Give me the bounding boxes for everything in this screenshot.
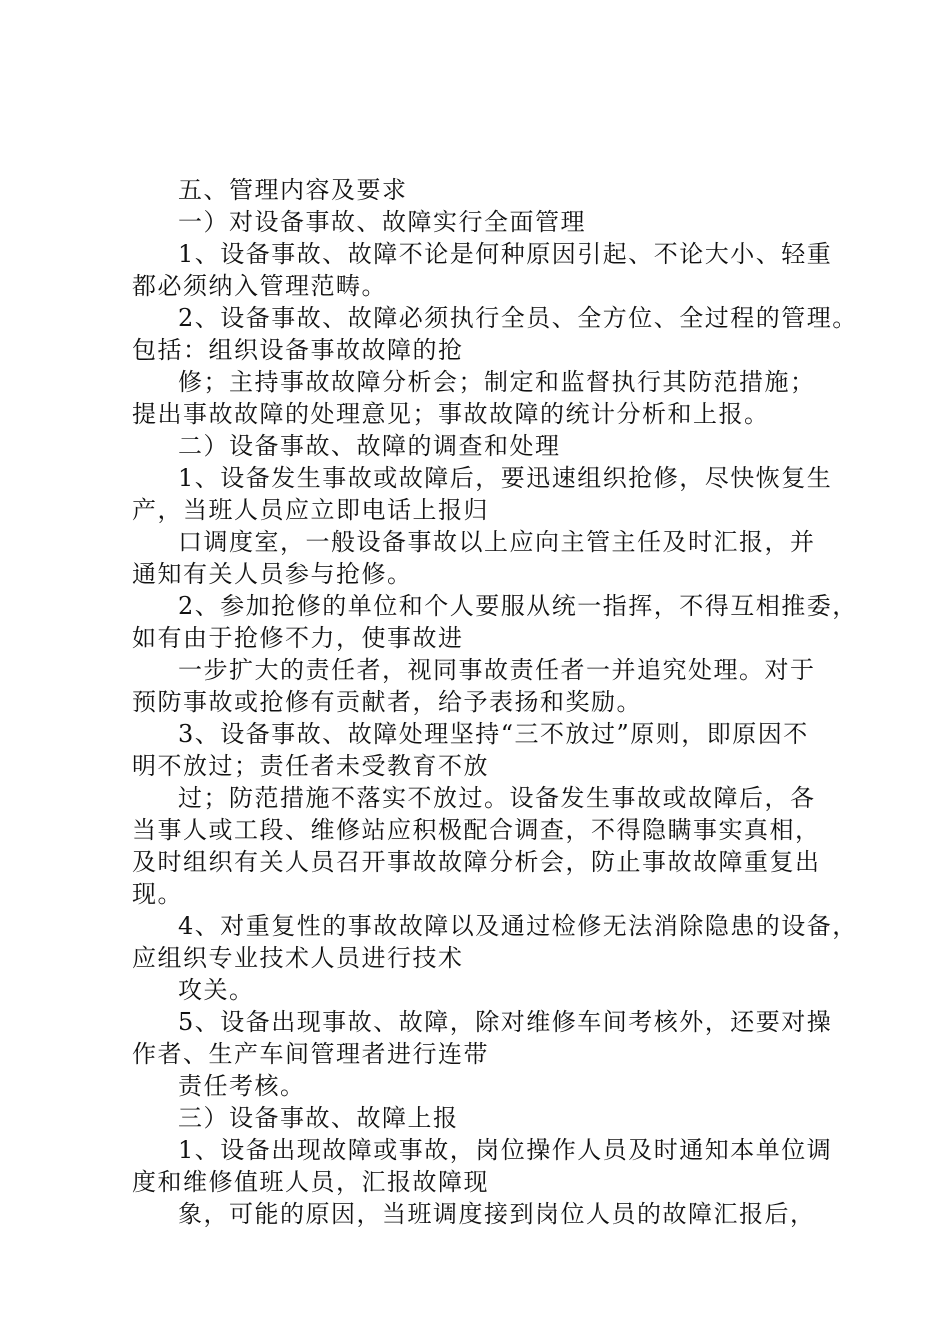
paragraph-line: 过；防范措施不落实不放过。设备发生事故或故障后，各: [178, 784, 816, 812]
subsection-heading: 三）设备事故、故障上报: [178, 1104, 459, 1132]
paragraph-line: 如有由于抢修不力，使事故进: [132, 624, 464, 652]
paragraph-line: 都必须纳入管理范畴。: [132, 272, 387, 300]
paragraph-line: 4、对重复性的事故故障以及通过检修无法消除隐患的设备，: [178, 912, 858, 940]
paragraph-line: 作者、生产车间管理者进行连带: [132, 1040, 489, 1068]
section-heading: 五、管理内容及要求: [178, 176, 408, 204]
paragraph-line: 修；主持事故故障分析会；制定和监督执行其防范措施；: [178, 368, 816, 396]
paragraph-line: 提出事故故障的处理意见；事故故障的统计分析和上报。: [132, 400, 770, 428]
paragraph-line: 通知有关人员参与抢修。: [132, 560, 413, 588]
paragraph-line: 应组织专业技术人员进行技术: [132, 944, 464, 972]
paragraph-line: 3、设备事故、故障处理坚持“三不放过”原则，即原因不: [178, 720, 809, 748]
paragraph-line: 1、设备出现故障或事故，岗位操作人员及时通知本单位调: [178, 1136, 833, 1164]
paragraph-line: 包括：组织设备事故故障的抢: [132, 336, 464, 364]
paragraph-line: 一步扩大的责任者，视同事故责任者一并追究处理。对于: [178, 656, 816, 684]
paragraph-line: 口调度室，一般设备事故以上应向主管主任及时汇报，并: [178, 528, 816, 556]
paragraph-line: 2、参加抢修的单位和个人要服从统一指挥，不得互相推委，: [178, 592, 858, 620]
paragraph-line: 明不放过；责任者未受教育不放: [132, 752, 489, 780]
subsection-heading: 二）设备事故、故障的调查和处理: [178, 432, 561, 460]
subsection-heading: 一）对设备事故、故障实行全面管理: [178, 208, 586, 236]
paragraph-line: 责任考核。: [178, 1072, 306, 1100]
paragraph-line: 当事人或工段、维修站应积极配合调查，不得隐瞒事实真相，: [132, 816, 821, 844]
paragraph-line: 度和维修值班人员，汇报故障现: [132, 1168, 489, 1196]
paragraph-line: 攻关。: [178, 976, 255, 1004]
paragraph-line: 5、设备出现事故、故障，除对维修车间考核外，还要对操: [178, 1008, 833, 1036]
paragraph-line: 预防事故或抢修有贡献者，给予表扬和奖励。: [132, 688, 642, 716]
paragraph-line: 现。: [132, 880, 183, 908]
paragraph-line: 1、设备事故、故障不论是何种原因引起、不论大小、轻重: [178, 240, 833, 268]
paragraph-line: 1、设备发生事故或故障后，要迅速组织抢修，尽快恢复生: [178, 464, 833, 492]
paragraph-line: 象，可能的原因，当班调度接到岗位人员的故障汇报后，: [178, 1200, 816, 1228]
paragraph-line: 产，当班人员应立即电话上报归: [132, 496, 489, 524]
paragraph-line: 2、设备事故、故障必须执行全员、全方位、全过程的管理。: [178, 304, 858, 332]
paragraph-line: 及时组织有关人员召开事故故障分析会，防止事故故障重复出: [132, 848, 821, 876]
